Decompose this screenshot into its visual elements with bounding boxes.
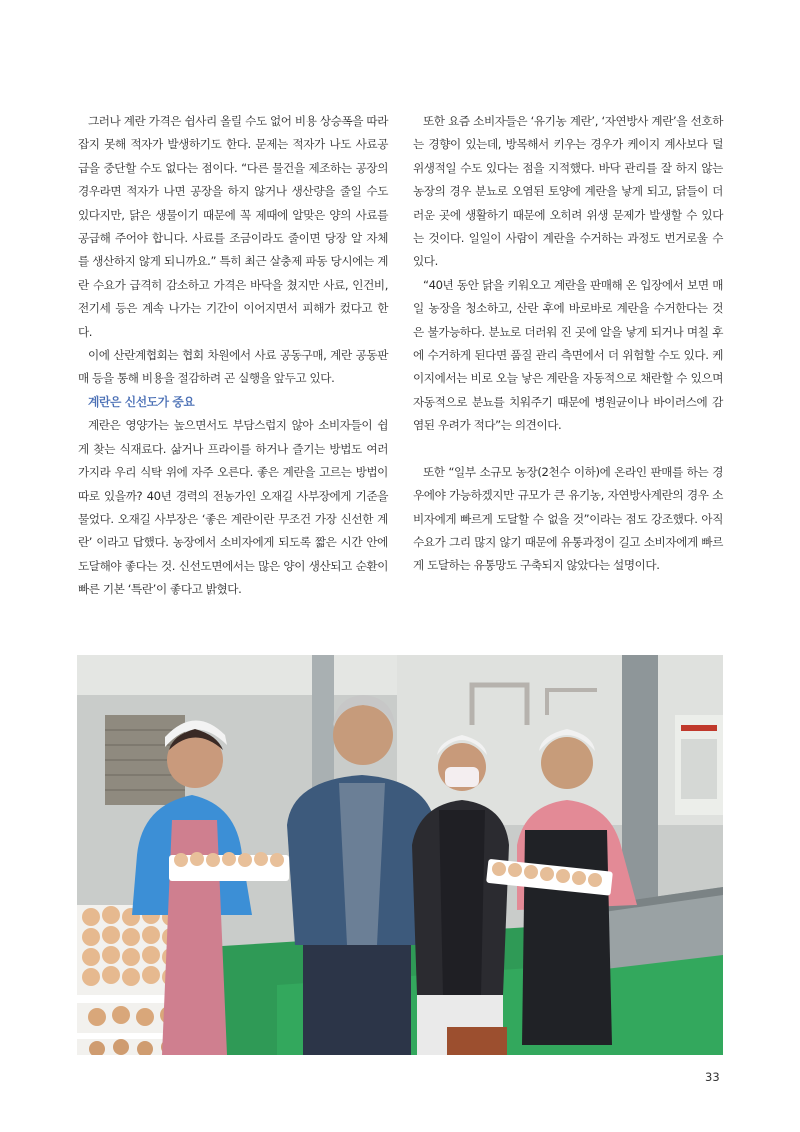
right-paragraph-2: “40년 동안 닭을 키워오고 계란을 판매해 온 입장에서 보면 매일 농장을 청소하고, 산란 후에 바로바로 계란을 수거한다는 것은 불가능하다. 분뇨로 더러워 진 곳에 알을 낳게 되거나 며칠 후에 수거하게 된다면 품질 관리 측면에서 더 위험할 수도 있다. 케이지에서는 비로 오늘 낳은 계란을 자동적으로 채란할 수 있으며 자동적으로 분뇨를 치워주기 때문에 병원균이나 바이러스에 감염된 우려가 적다”는 의견이다. [413,277,723,433]
page-number: 33 [705,1070,720,1084]
left-paragraph-3: 계란은 영양가는 높으면서도 부담스럽지 않아 소비자들이 쉽게 찾는 식재료다. 삶거나 프라이를 하거나 즐기는 방법도 여러 가지라 우리 식탁 위에 자주 오른다. 좋은 계란을 고르는 방법이 따로 있을까? 40년 경력의 전농가인 오재길 사부장에게 기준을 물었다. 오재길 사부장은 ‘좋은 계란이란 무조건 가장 신선한 계란’ 이라고 답했다. 농장에서 소비자에게 되도록 짧은 시간 안에 도달해야 좋다는 것. 신선도면에서는 많은 양이 생산되고 순환이 빠른 기본 ‘특란’이 좋다고 밝혔다. [78,418,388,597]
left-paragraph-1: 그러나 계란 가격은 쉽사리 올릴 수도 없어 비용 상승폭을 따라잡지 못해 적자가 발생하기도 한다. 문제는 적자가 나도 사료공급을 중단할 수도 없다는 점이다. “다른 물건을 제조하는 공장의 경우라면 적자가 나면 공장을 하지 않거나 생산량을 줄일 수도 있다지만, 닭은 생물이기 때문에 꼭 제때에 알맞은 양의 사료를 공급해 주어야 합니다. 사료를 조금이라도 줄이면 당장 알 자체를 생산하지 않게 되니까요.” 특히 최근 살충제 파동 당시에는 계란 수요가 급격히 감소하고 가격은 바닥을 쳤지만 사료, 인건비, 전기세 등은 계속 나가는 기간이 이어지면서 피해가 컸다고 한다. [78,114,388,339]
left-text-column [78,110,388,602]
egg-farm-workers-photo [77,655,723,1055]
photo-illustration [77,655,723,1055]
right-text-column [413,110,723,578]
section-subheading: 계란은 신선도가 중요 [88,394,195,409]
left-paragraph-2: 이에 산란계협회는 협회 차원에서 사료 공동구매, 계란 공동판매 등을 통해 비용을 절감하려 곤 실행을 앞두고 있다. [78,348,388,386]
right-paragraph-3: 또한 “일부 소규모 농장(2천수 이하)에 온라인 판매를 하는 경우에야 가능하겠지만 규모가 큰 유기농, 자연방사계란의 경우 소비자에게 빠르게 도달할 수 없을 것”이라는 점도 강조했다. 아직 수요가 그리 많지 않기 때문에 유통과정이 길고 소비자에게 빠르게 도달하는 유통망도 구축되지 않았다는 설명이다. [413,464,723,573]
right-paragraph-1: 또한 요즘 소비자들은 ‘유기농 계란’, ‘자연방사 계란’을 선호하는 경향이 있는데, 방목해서 키우는 경우가 케이지 계사보다 덜 위생적일 수도 있다는 점을 지적했다. 바닥 관리를 잘 하지 않는 농장의 경우 분뇨로 오염된 토양에 계란을 낳게 되고, 닭들이 더러운 곳에 생활하기 때문에 오히려 위생 문제가 발생할 수 있다는 것이다. 일일이 사람이 계란을 수거하는 과정도 번거로울 수 있다. [413,114,723,269]
